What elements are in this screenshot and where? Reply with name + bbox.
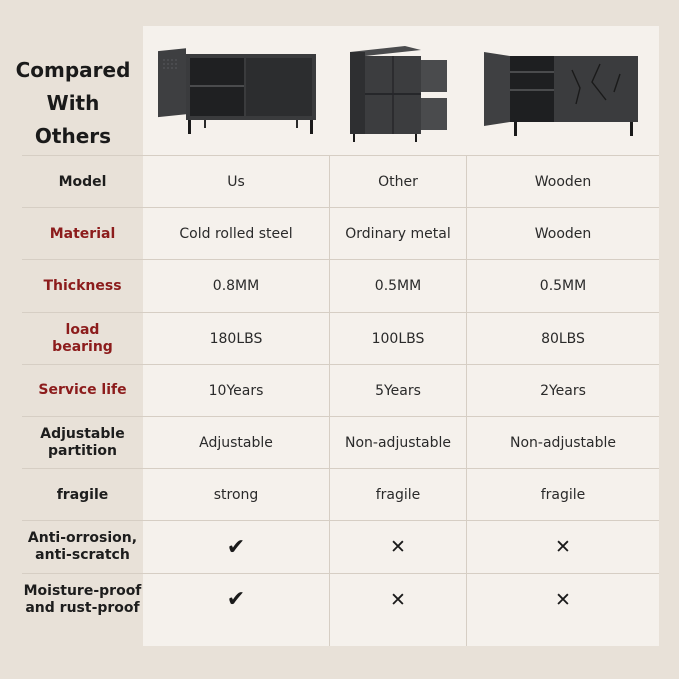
row-label: Model [58, 173, 107, 190]
steel-cabinet-open-icon [150, 30, 322, 142]
table-cell: Ordinary metal [345, 226, 451, 243]
cross-icon: ✕ [555, 536, 571, 559]
wooden-cabinet-icon [480, 30, 645, 142]
table-cell: Adjustable [199, 435, 273, 452]
table-cell: Cold rolled steel [179, 226, 293, 243]
table-cell: fragile [375, 487, 421, 504]
check-icon: ✔ [226, 587, 246, 613]
row-label: Service life [38, 382, 127, 399]
table-cell: Wooden [534, 226, 592, 243]
table-cell: 100LBS [371, 330, 425, 347]
metal-cabinet-icon [345, 30, 455, 142]
cross-icon: ✕ [390, 588, 406, 611]
row-label: Material [49, 225, 116, 242]
table-cell: Non-adjustable [510, 435, 616, 452]
row-label: Thickness [43, 277, 122, 294]
table-cell: 0.5MM [539, 278, 587, 295]
row-label: Moisture-proof and rust-proof [23, 582, 142, 616]
check-icon: ✔ [226, 534, 246, 560]
row-label: Anti-orrosion, anti-scratch [27, 530, 138, 564]
table-cell: Wooden [534, 174, 592, 191]
table-cell: strong [213, 487, 259, 504]
cross-icon: ✕ [390, 536, 406, 559]
table-cell: Non-adjustable [345, 435, 451, 452]
table-cell: 180LBS [209, 330, 263, 347]
table-cell: 10Years [208, 382, 264, 399]
table-cell: Us [227, 174, 245, 191]
table-cell: fragile [540, 487, 586, 504]
table-cell: 2Years [540, 382, 586, 399]
page-title: Compared With Others [15, 58, 131, 148]
table-cell: 80LBS [541, 330, 585, 347]
table-cell: Other [378, 174, 418, 191]
row-label: load bearing [52, 321, 113, 355]
table-cell: 5Years [375, 382, 421, 399]
row-divider [22, 625, 659, 626]
row-label: fragile [56, 486, 109, 503]
table-cell: 0.5MM [374, 278, 422, 295]
cross-icon: ✕ [555, 588, 571, 611]
table-cell: 0.8MM [212, 278, 260, 295]
row-label: Adjustable partition [40, 426, 125, 460]
